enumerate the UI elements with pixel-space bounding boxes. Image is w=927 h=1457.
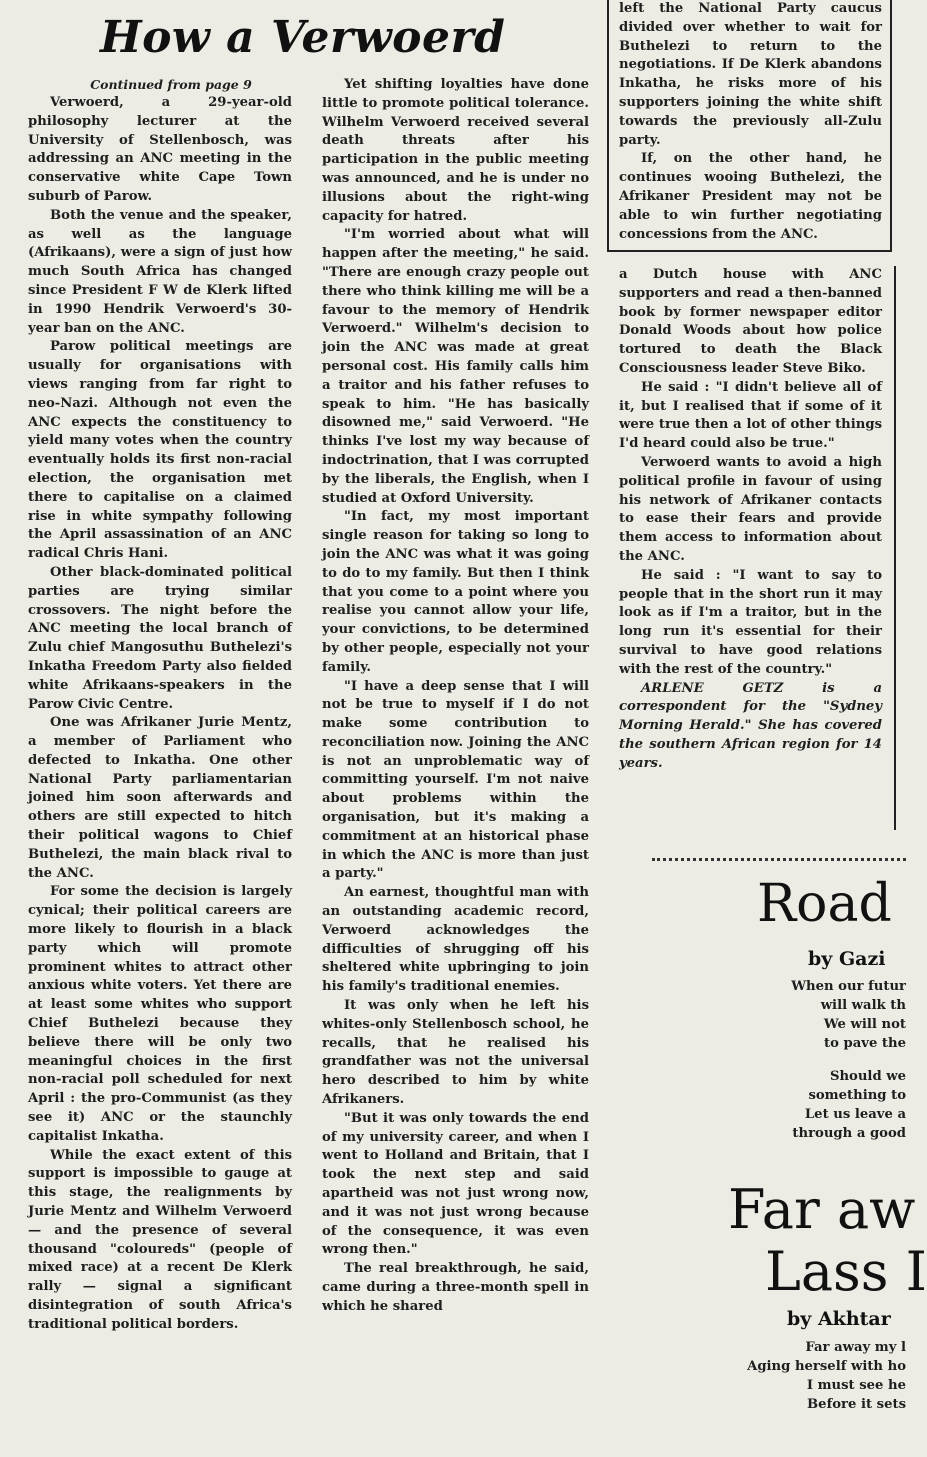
article-headline: How a Verwoerd [100, 12, 506, 63]
box-border-left [607, 0, 609, 252]
section-divider [652, 858, 906, 861]
paragraph: He said : "I want to say to people that in the short run it may look as if I'm a traitor, but in the long run it's essential for their survival to have good relations with the rest of the country." [619, 567, 882, 677]
paragraph: While the exact extent of this support is impossible to gauge at this stage, the realignments by Jurie Mentz and Wilhelm Verwoerd — and the presence of several thousand "coloureds" (people of mixed race) at a recent De Klerk rally — signal a significant disintegration of south Africa's traditional political borders. [28, 1147, 292, 1332]
poem-line: through a good [792, 1126, 906, 1141]
paragraph: If, on the other hand, he continues wooing Buthelezi, the Afrikaner President may not be able to win further negotiating concessions from the ANC. [619, 151, 882, 242]
poem-body [747, 1338, 906, 1414]
paragraph: "I have a deep sense that I will not be true to myself if I do not make some contribution to reconciliation now. Joining the ANC is not an unproblematic way of committing yourself. I'm not naive about problems within the organisation, but it's making a commitment at an historical phase in which the ANC is more than just a party." [322, 678, 589, 882]
poem-line: Before it sets [807, 1397, 906, 1412]
paragraph: Yet shifting loyalties have done little to promote political tolerance. Wilhelm Verwoerd received several death threats after his participation in the public meeting was announced, and he is under no illusions about the right-wing capacity for hatred. [322, 77, 589, 224]
poem-line: Far away my l [805, 1340, 906, 1355]
paragraph: The real breakthrough, he said, came during a three-month spell in which he shared [322, 1261, 589, 1314]
article-column-2 [322, 76, 589, 1317]
poem-line: Aging herself with ho [747, 1359, 906, 1374]
poem-line: Let us leave a [804, 1107, 906, 1122]
poem-line: something to [808, 1088, 906, 1103]
paragraph: Both the venue and the speaker, as well as the language (Afrikaans), were a sign of just how much South Africa has changed since President F W de Klerk lifted in 1990 Hendrik Verwoerd's 30-year ban on the ANC. [28, 207, 292, 336]
article-column-3 [619, 266, 882, 774]
paragraph: "In fact, my most important single reason for taking so long to join the ANC was what it was going to do to my family. But then I think that you come to a point where you realise you cannot allow your life, your convictions, to be determined by other people, especially not your family. [322, 509, 589, 675]
poem-line: We will not [823, 1017, 906, 1032]
poem-author: by Akhtar [787, 1308, 891, 1330]
paragraph: Verwoerd, a 29-year-old philosophy lecturer at the University of Stellenbosch, was addressing an ANC meeting in the conservative white Cape Town suburb of Parow. [28, 95, 292, 204]
paragraph: It was only when he left his whites-only Stellenbosch school, he recalls, that he realised his grandfather was not the universal hero described to him by white Afrikaners. [322, 998, 589, 1108]
poem-title-line-2: Lass I [765, 1240, 927, 1303]
paragraph: Parow political meetings are usually for organisations with views ranging from far right to neo-Nazi. Although not even the ANC expects the constituency to yield many votes when the country eventually holds its first non-racial election, the organisation met there to capitalise on a claimed rise in white sympathy following the April assassination of an ANC radical Chris Hani. [28, 339, 292, 562]
paragraph: left the National Party caucus divided over whether to wait for Buthelezi to return to the negotiations. If De Klerk abandons Inkatha, he risks more of his supporters joining the white shift towards the previously all-Zulu party. [619, 1, 882, 148]
article-column-1 [28, 76, 292, 1335]
poem-line: Should we [829, 1069, 906, 1084]
paragraph: For some the decision is largely cynical; their political careers are more likely to flourish in a black party which will promote prominent whites to attract other anxious white voters. Yet there are at least some whites who support Chief Buthelezi because they believe there will be only two meaningful choices in the first non-racial poll scheduled for next April : the pro-Communist (as they see it) ANC or the staunchly capitalist Inkatha. [28, 884, 292, 1144]
paragraph: "But it was only towards the end of my university career, and when I went to Holland and Britain, that I took the next step and said apartheid was not just wrong now, and it was not just wrong because of the consequence, it was even wrong then." [322, 1110, 589, 1258]
boxed-column [619, 0, 882, 244]
poem-line: I must see he [806, 1378, 906, 1393]
column-rule [894, 266, 896, 830]
paragraph: Other black-dominated political parties are trying similar crossovers. The night before the ANC meeting the local branch of Zulu chief Mangosuthu Buthelezi's Inkatha Freedom Party also fielded white Afrikaans-speakers in the Parow Civic Centre. [28, 564, 292, 712]
poem-author: by Gazi [808, 948, 886, 970]
paragraph: Verwoerd wants to avoid a high political profile in favour of using his network of Afrikaner contacts to ease their fears and provide them access to information about the ANC. [619, 454, 882, 564]
poem-line: will walk th [820, 998, 906, 1013]
paragraph: "I'm worried about what will happen after the meeting," he said. "There are enough crazy people out there who think killing me will be a favour to the memory of Hendrik Verwoerd." Wilhelm's decision to join the ANC was made at great personal cost. His family calls him a traitor and his father refuses to speak to him. "He has basically disowned me," said Verwoerd. "He thinks I've lost my way because of indoctrination, that I was corrupted by the liberals, the English, when I studied at Oxford University. [322, 227, 589, 506]
poem-line: to pave the [824, 1036, 906, 1051]
paragraph: He said : "I didn't believe all of it, but I realised that if some of it were true then a lot of other things I'd heard could also be true." [619, 379, 882, 452]
paragraph: One was Afrikaner Jurie Mentz, a member of Parliament who defected to Inkatha. One other National Party parliamentarian joined him soon afterwards and others are still expected to hitch their political wagons to Chief Buthelezi, the main black rival to the ANC. [28, 715, 292, 881]
paragraph: An earnest, thoughtful man with an outstanding academic record, Verwoerd acknowledges the difficulties of shrugging off his sheltered white upbringing to join his family's traditional enemies. [322, 885, 589, 995]
poem-line: When our futur [791, 979, 906, 994]
poem-title-line-1: Far aw [728, 1178, 916, 1241]
author-note: ARLENE GETZ is a correspondent for the "Sydney Morning Herald." She has covered the southern African region for 14 years. [619, 680, 882, 771]
poem-body [791, 977, 906, 1143]
poem-title: Road [757, 874, 892, 934]
box-border-right [890, 0, 892, 252]
paragraph: a Dutch house with ANC supporters and read a then-banned book by former newspaper editor Donald Woods about how police tortured to death the Black Consciousness leader Steve Biko. [619, 267, 882, 376]
continued-note: Continued from page 9 [90, 77, 252, 92]
box-border-bottom [607, 250, 892, 252]
